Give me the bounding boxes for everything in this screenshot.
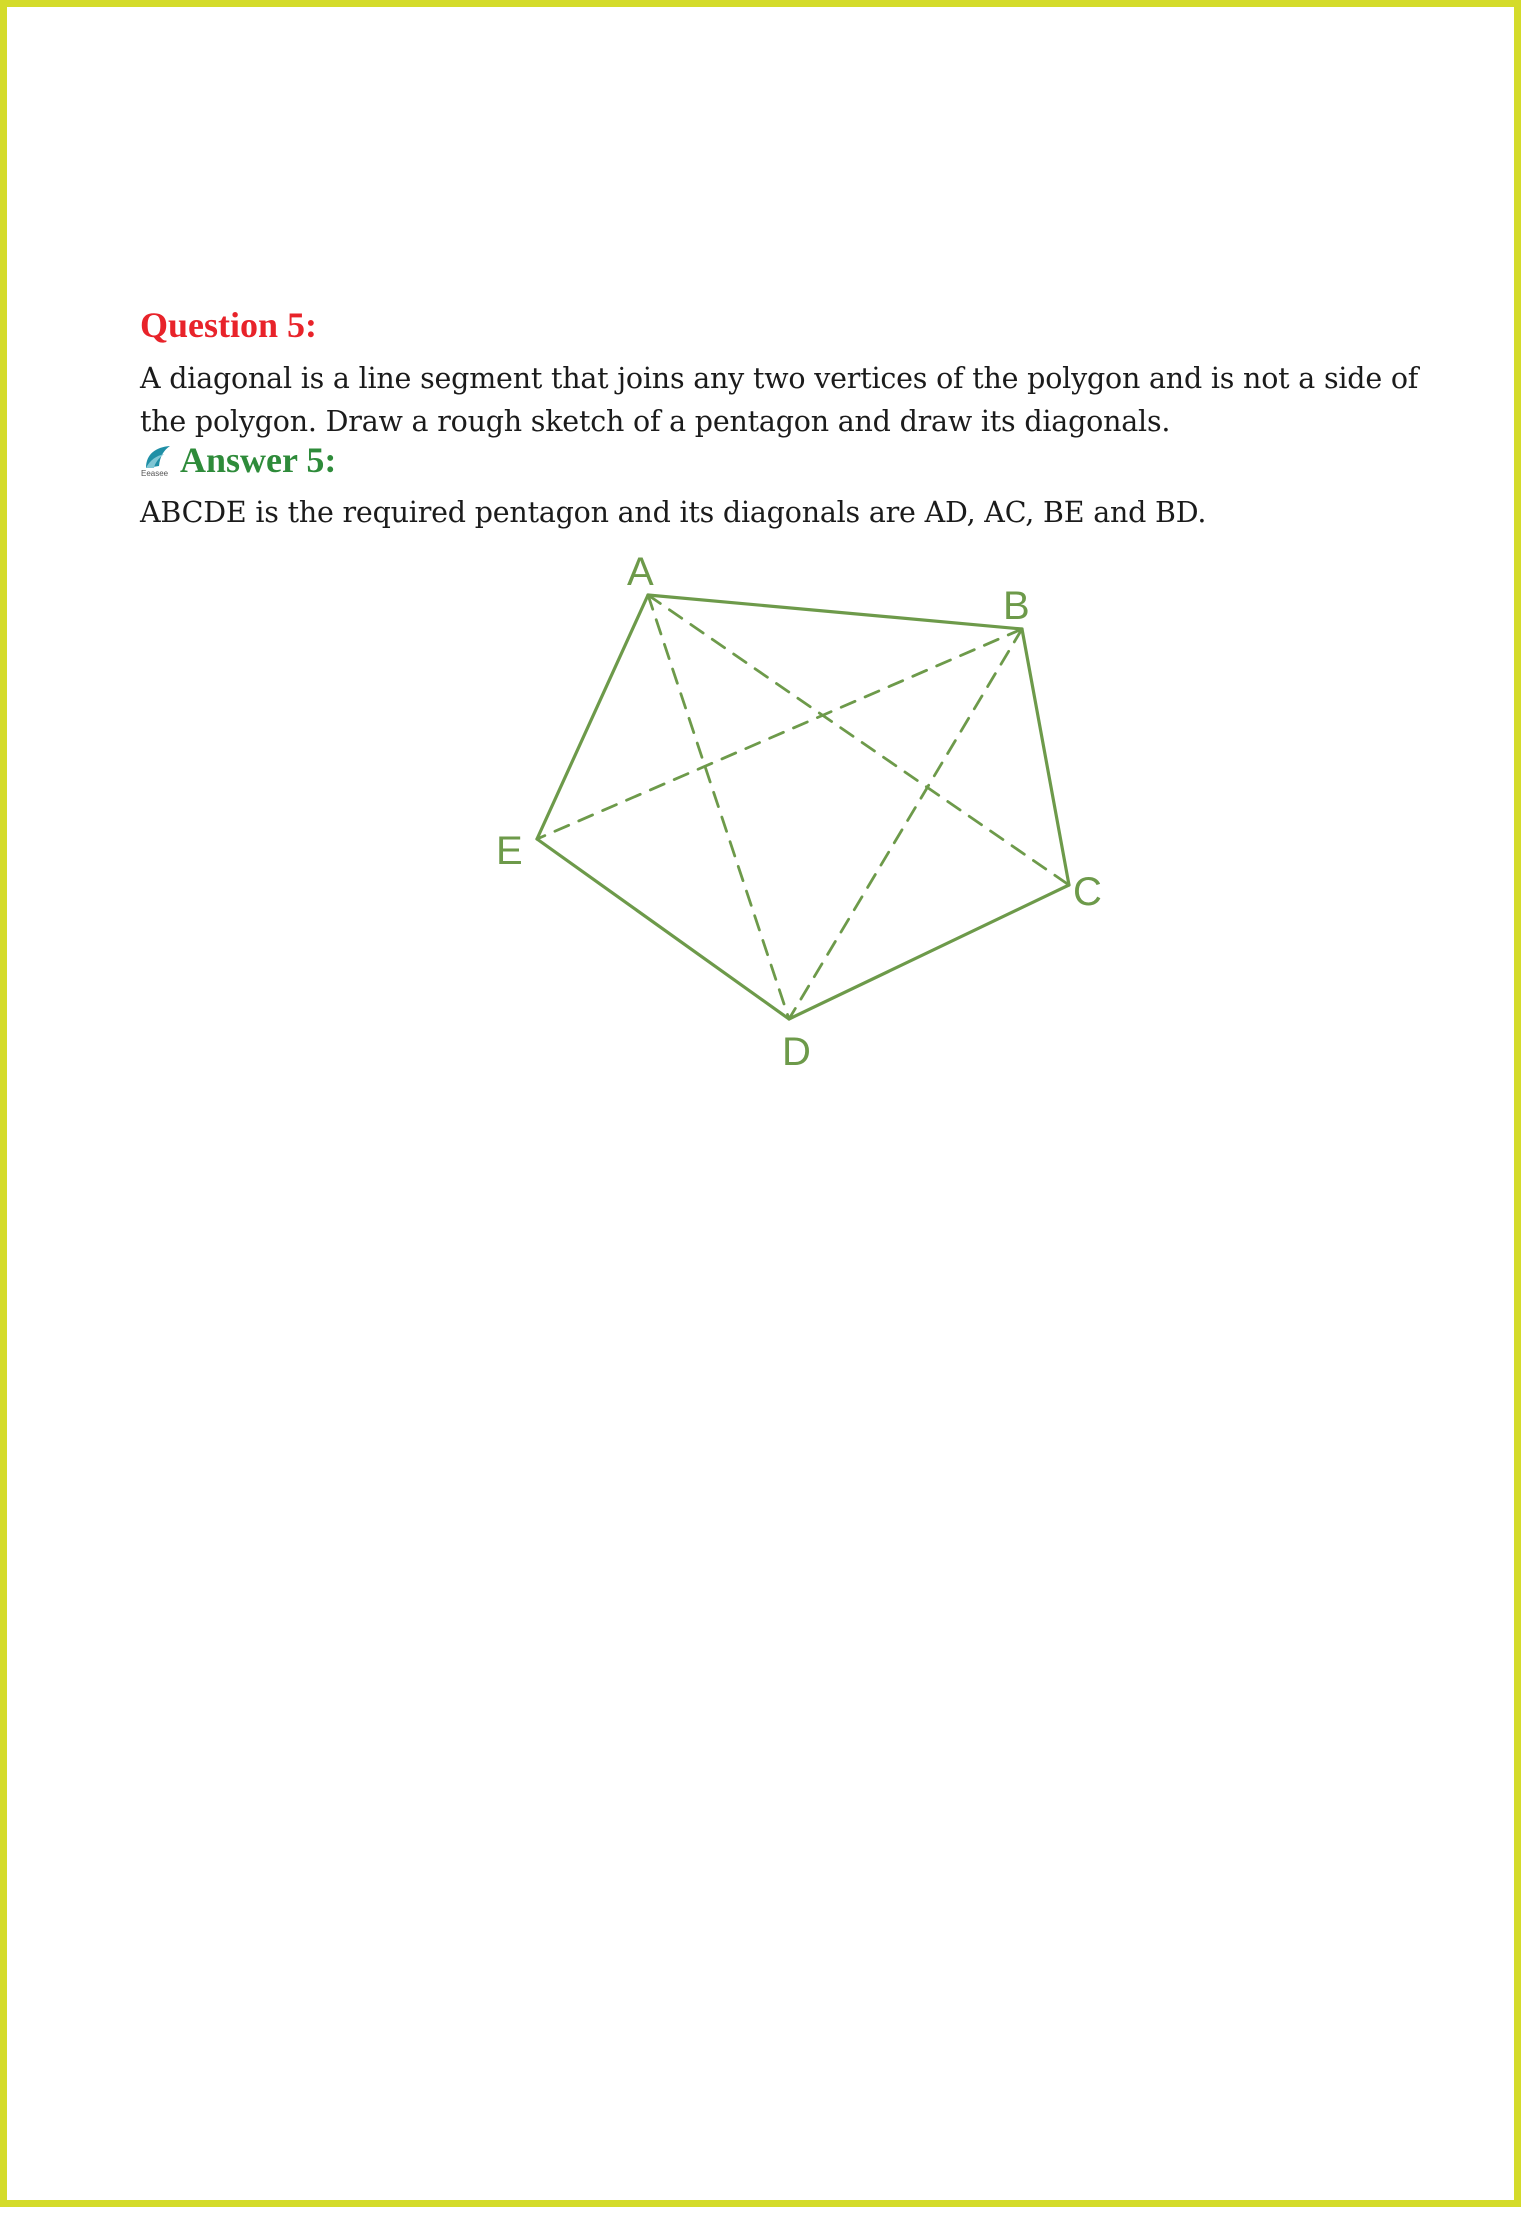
side-ea <box>537 595 648 839</box>
question-text-line-2: the polygon. Draw a rough sketch of a pentagon and draw its diagonals. <box>140 405 1171 438</box>
question-heading: Question 5: <box>140 305 318 345</box>
side-bc <box>1022 629 1069 885</box>
question-text <box>140 357 1440 443</box>
side-ab <box>648 595 1022 629</box>
vertex-label-e: E <box>496 829 523 873</box>
answer-heading-row <box>140 439 336 481</box>
brand-logo-text: Eeasee <box>141 469 169 478</box>
vertex-label-a: A <box>627 550 654 594</box>
diagonal-ad <box>648 595 789 1019</box>
question-text-line-1: A diagonal is a line segment that joins any two vertices of the polygon and is not a side of <box>140 362 1419 395</box>
side-cd <box>789 885 1069 1019</box>
diagonal-be <box>537 629 1022 839</box>
answer-text: ABCDE is the required pentagon and its diagonals are AD, AC, BE and BD. <box>140 496 1207 529</box>
side-de <box>537 839 789 1019</box>
vertex-label-d: D <box>782 1030 811 1074</box>
diagonal-ac <box>648 595 1069 885</box>
brand-logo-icon <box>140 442 176 478</box>
diagonal-bd <box>789 629 1022 1019</box>
vertex-label-b: B <box>1003 584 1030 628</box>
answer-heading: Answer 5: <box>180 440 337 480</box>
vertex-label-c: C <box>1073 870 1102 914</box>
